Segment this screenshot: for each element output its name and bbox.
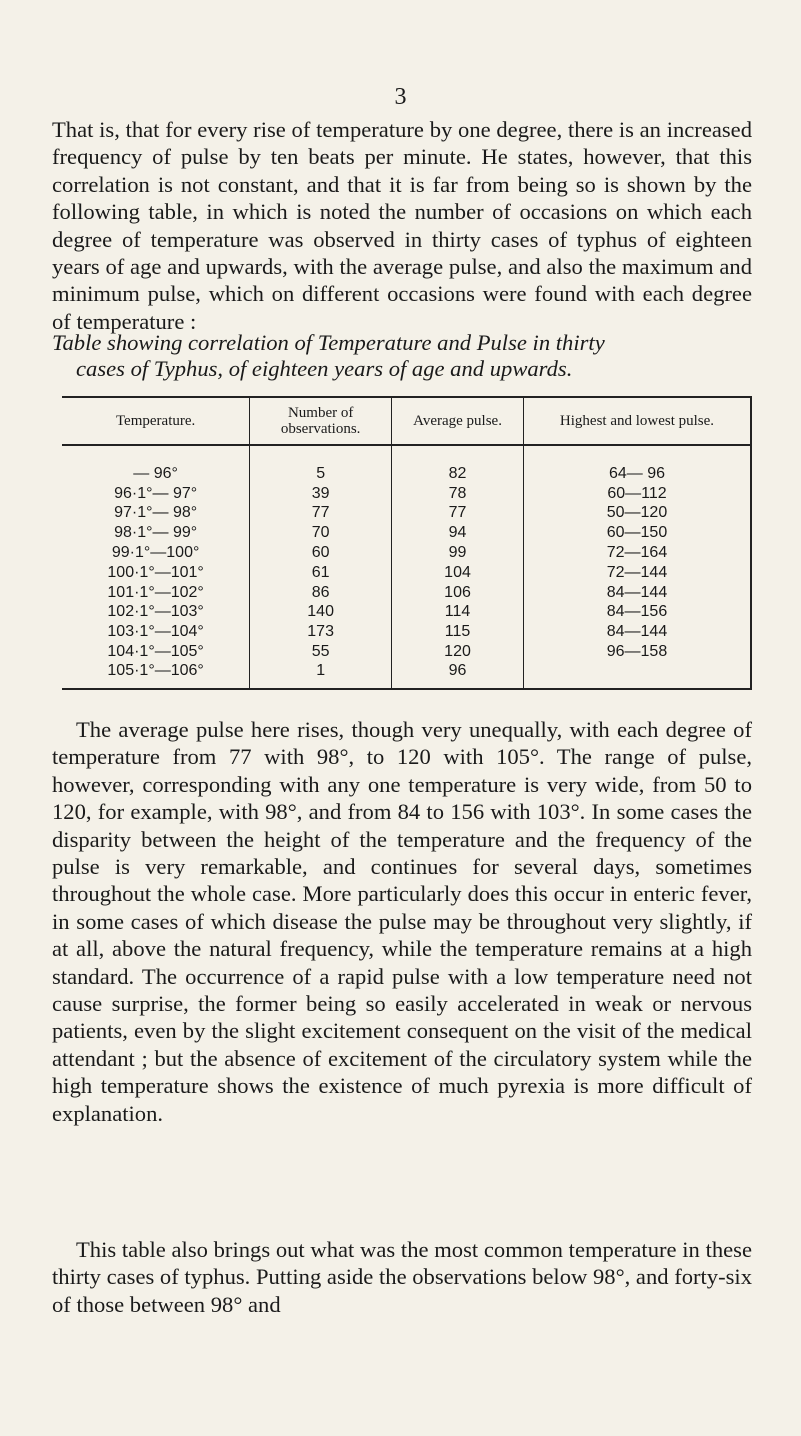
cell-temperature: 97·1°— 98° [114,504,198,522]
table-row [62,642,751,662]
header-observations: Number of observations. [250,397,392,445]
table-row [62,523,751,543]
cell-pulse-range: 60—150 [523,523,751,543]
cell-observations: 39 [250,484,392,504]
cell-temperature: 96·1°— 97° [114,484,198,502]
cell-temperature: 104·1°—105° [107,643,204,661]
cell-observations: 60 [250,543,392,563]
paragraph-intro: That is, that for every rise of temperature by one degree, there is an increased frequency of pulse by ten beats per minute. He states, however, that this correlation is not constant, and that it is far from being so is shown by the following table, in which is noted the number of occasions on which each degree of temperature was observed in thirty cases of typhus of eighteen years of age and upwards, with the average pulse, and also the maximum and minimum pulse, which on different occasions were found with each degree of temperature : [52,117,752,334]
table-header-row [62,397,751,445]
cell-average-pulse: 78 [392,484,524,504]
table-row [62,662,751,689]
cell-observations: 77 [250,504,392,524]
cell-observations: 86 [250,583,392,603]
cell-observations: 61 [250,563,392,583]
cell-observations: 140 [250,603,392,623]
table-body [62,445,751,689]
cell-pulse-range: 84—156 [523,603,751,623]
cell-pulse-range: 72—164 [523,543,751,563]
cell-pulse-range: 64— 96 [523,464,751,484]
cell-average-pulse: 77 [392,504,524,524]
cell-temperature: 101·1°—102° [107,583,204,601]
table-row [62,563,751,583]
table-spacer-row [62,445,751,464]
paragraph-continuation: This table also brings out what was the most common temperature in these thirty cases of typhus. Putting aside the observations below 98°, and forty-six of those between 98° and [52,1237,752,1317]
cell-average-pulse: 94 [392,523,524,543]
cell-pulse-range [523,662,751,689]
table-caption [52,330,752,382]
header-average-pulse: Average pulse. [392,397,524,445]
table-row [62,603,751,623]
cell-average-pulse: 104 [392,563,524,583]
cell-temperature: 102·1°—103° [107,603,204,621]
header-temperature: Temperature. [62,397,250,445]
cell-observations: 5 [250,464,392,484]
data-table [62,396,752,690]
cell-temperature: 105·1°—106° [62,662,250,689]
table-row [62,583,751,603]
table-row [62,484,751,504]
cell-average-pulse: 99 [392,543,524,563]
table-row [62,464,751,484]
paragraph-discussion: The average pulse here rises, though very unequally, with each degree of temperature from 77 with 98°, to 120 with 105°. The range of pulse, however, corresponding with any one temperature is very wide, from 50 to 120, for example, with 98°, and from 84 to 156 with 103°. In some cases the disparity between the height of the temperature and the frequency of the pulse is very remarkable, and continues for several days, sometimes throughout the whole case. More particularly does this occur in enteric fever, in some cases of which disease the pulse may be throughout very slightly, if at all, above the natural frequency, while the temperature remains at a high standard. The occurrence of a rapid pulse with a low temperature need not cause surprise, the former being so easily accelerated in weak or nervous patients, even by the slight excitement consequent on the visit of the medical attendant ; but the absence of excitement of the circulatory system while the high temperature shows the existence of much pyrexia is more difficult of explanation. [52,717,752,1126]
cell-average-pulse: 114 [392,603,524,623]
cell-observations: 173 [250,622,392,642]
cell-temperature: 99·1°—100° [111,544,200,562]
cell-average-pulse: 106 [392,583,524,603]
cell-pulse-range: 50—120 [523,504,751,524]
cell-average-pulse: 96 [392,662,524,689]
temperature-pulse-table [62,396,752,690]
cell-pulse-range: 84—144 [523,622,751,642]
page-number: 3 [394,84,407,110]
cell-pulse-range: 72—144 [523,563,751,583]
cell-average-pulse: 82 [392,464,524,484]
cell-pulse-range: 60—112 [523,484,751,504]
cell-temperature: 98·1°— 99° [114,524,198,542]
caption-line-1: Table showing correlation of Temperature and Pulse in thirty [52,330,605,355]
table-row [62,543,751,563]
header-highest-lowest-pulse: Highest and lowest pulse. [523,397,751,445]
table-row [62,504,751,524]
cell-observations: 70 [250,523,392,543]
cell-average-pulse: 120 [392,642,524,662]
cell-pulse-range: 96—158 [523,642,751,662]
cell-observations: 1 [250,662,392,689]
cell-temperature: — 96° [133,464,178,482]
cell-observations: 55 [250,642,392,662]
table-row [62,622,751,642]
caption-line-2: cases of Typhus, of eighteen years of age and upwards. [76,356,573,381]
cell-average-pulse: 115 [392,622,524,642]
cell-pulse-range: 84—144 [523,583,751,603]
cell-temperature: 103·1°—104° [107,623,204,641]
cell-temperature: 100·1°—101° [107,563,204,581]
